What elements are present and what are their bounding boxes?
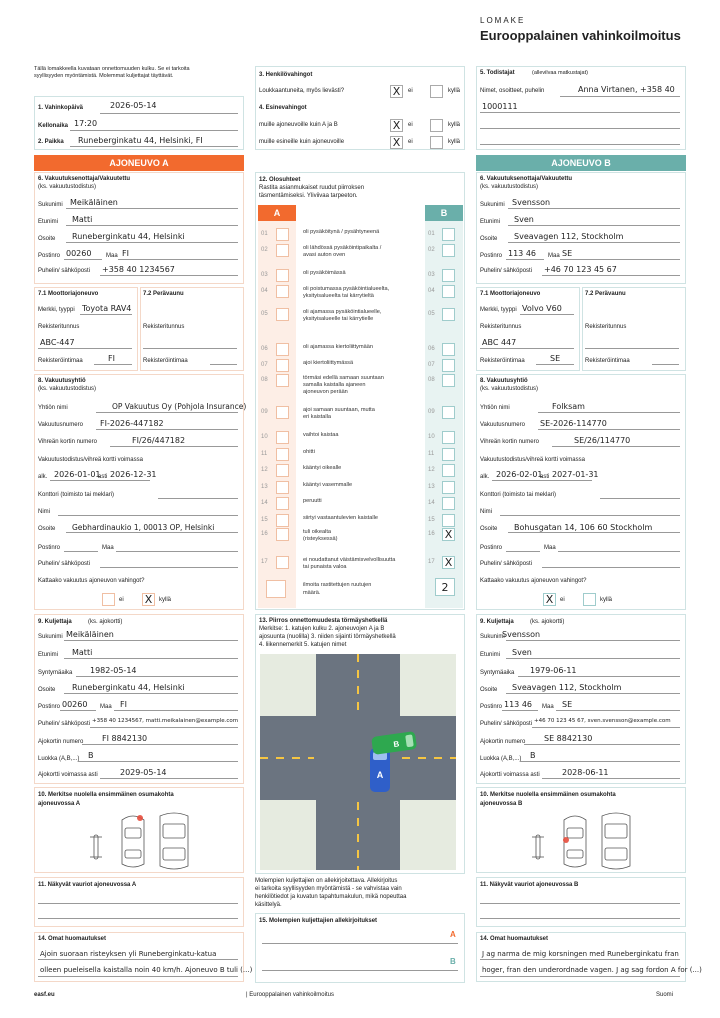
b-registration[interactable]: ABC 447 <box>482 338 517 347</box>
b-firstname[interactable]: Sven <box>514 215 534 224</box>
svg-text:A: A <box>376 770 384 780</box>
b-driver-birthdate[interactable]: 1979-06-11 <box>530 666 577 675</box>
a-insurer-address[interactable]: Gebhardinaukio 1, 00013 OP, Helsinki <box>72 523 215 532</box>
signature-a-line[interactable] <box>262 943 458 944</box>
a-phone[interactable]: +358 40 1234567 <box>102 265 175 274</box>
a-remarks-line-2[interactable]: olleen pueleisella kaistalla noin 40 km/h. Ajoneuvo B tuli (...) <box>40 966 253 974</box>
a-make[interactable]: Toyota RAV4 <box>82 304 132 313</box>
circumstance-14-b-checkbox[interactable] <box>442 497 455 510</box>
circumstance-label: oli ajamassa kiertoliittymään <box>303 344 373 350</box>
b-coverage-yes-checkbox[interactable] <box>583 593 596 606</box>
circumstance-number-b: 10 <box>428 434 435 440</box>
witnesses-label: 5. Todistajat <box>480 70 515 76</box>
circumstance-label: oli pysäköimässä <box>303 270 346 276</box>
footer-site[interactable]: easf.eu <box>34 992 55 998</box>
form-label: LOMAKE <box>480 16 526 25</box>
b-reg-country[interactable]: SE <box>550 354 561 363</box>
circumstance-label: siirtyi vastaantulevien kaistalle <box>303 515 378 521</box>
b-country[interactable]: SE <box>562 249 573 258</box>
circumstance-number-a: 06 <box>261 346 268 352</box>
a-driver-postcode[interactable]: 00260 <box>62 700 88 709</box>
vehicle-a-marker <box>370 748 390 792</box>
circumstance-label: oli pysäköitynä / pysähtyneenä <box>303 229 380 235</box>
b-make[interactable]: Volvo V60 <box>522 304 562 313</box>
a-remarks-line-1[interactable]: Ajoin suoraan risteyksen yli Runeberginkatu-katua <box>40 950 217 958</box>
circumstance-12-a-checkbox[interactable] <box>276 464 289 477</box>
injuries-yes-checkbox[interactable] <box>430 85 443 98</box>
circumstance-08-a-checkbox[interactable] <box>276 374 289 387</box>
footer-country: Suomi <box>656 992 674 998</box>
injuries-label: 3. Henkilövahingot <box>259 72 313 78</box>
circumstance-09-a-checkbox[interactable] <box>276 406 289 419</box>
a-coverage-no-checkbox[interactable] <box>102 593 115 606</box>
b-driver-address[interactable]: Sveavagen 112, Stockholm <box>512 683 622 692</box>
circumstance-number-a: 09 <box>261 409 268 415</box>
b-valid-to[interactable]: 2027-01-31 <box>552 470 599 479</box>
circumstance-label: ajoi samaan suuntaan, mutta <box>303 407 375 413</box>
circumstance-01-a-checkbox[interactable] <box>276 228 289 241</box>
b-address[interactable]: Sveavagen 112, Stockholm <box>514 232 624 241</box>
circumstance-number-b: 05 <box>428 311 435 317</box>
a-licence-class[interactable]: B <box>88 751 94 760</box>
witness-line-2[interactable]: 1000111 <box>482 102 518 111</box>
injuries-question: Loukkaantuneita, myös lievästi? <box>259 88 345 94</box>
circumstances-count-b[interactable]: 2 <box>435 578 455 596</box>
b-remarks-line-2[interactable]: hoger, fran den underordnade vagen. J ag sag fordon A for (...) <box>482 966 702 974</box>
vehicle-a-header: AJONEUVO A <box>34 155 244 171</box>
a-valid-from[interactable]: 2026-01-01 <box>54 470 101 479</box>
circumstance-number-a: 07 <box>261 362 268 368</box>
circumstance-05-a-checkbox[interactable] <box>276 308 289 321</box>
circumstance-label-cont: samalla kaistalla ajaneen <box>303 382 366 388</box>
date-label: 1. Vahinkopäivä <box>38 105 84 111</box>
a-surname[interactable]: Meikäläinen <box>70 198 118 207</box>
signature-a-label: A <box>450 930 456 939</box>
a-firstname[interactable]: Matti <box>72 215 93 224</box>
signature-b-line[interactable] <box>262 970 458 971</box>
footer-title: | Eurooppalainen vahinkoilmoitus <box>246 992 334 998</box>
circumstance-number-a: 17 <box>261 559 268 565</box>
a-registration[interactable]: ABC-447 <box>40 338 75 347</box>
circumstance-number-b: 04 <box>428 288 435 294</box>
circumstance-number-b: 09 <box>428 409 435 415</box>
a-driver-address[interactable]: Runeberginkatu 44, Helsinki <box>72 683 185 692</box>
circumstance-label-cont: eri kaistalla <box>303 414 331 420</box>
circumstance-11-b-checkbox[interactable] <box>442 448 455 461</box>
b-remarks-line-1[interactable]: J ag narma de mig korsningen med Runeberginkatu fran <box>482 950 679 958</box>
a-driver-phone[interactable]: +358 40 1234567, matti.meikalainen@example.com <box>92 718 239 724</box>
circumstance-label: kääntyi oikealle <box>303 465 342 471</box>
circumstance-label-cont: yksityisalueelle tai kärrytielle <box>303 316 374 322</box>
signature-b-label: B <box>450 957 456 966</box>
b-licence-class[interactable]: B <box>530 751 536 760</box>
damage-vehicles-question: muille ajoneuvoille kuin A ja B <box>259 122 338 128</box>
witness-line-1[interactable]: Anna Virtanen, +358 40 <box>578 85 675 94</box>
damage-label: 4. Esinevahingot <box>259 105 307 111</box>
circumstance-label: oli ajamassa pysäköintialueelle, <box>303 309 382 315</box>
circumstance-label: ajoi kiertoliittymässä <box>303 360 354 366</box>
b-impact-point <box>563 837 569 843</box>
damage-objects-no-checkbox[interactable]: X <box>390 136 403 149</box>
circumstance-02-a-checkbox[interactable] <box>276 244 289 257</box>
circumstance-number-b: 17 <box>428 559 435 565</box>
circumstance-label-cont: ajoneuvon perään <box>303 389 348 395</box>
circumstance-number-a: 14 <box>261 500 268 506</box>
circumstance-number-b: 08 <box>428 377 435 383</box>
circumstance-number-a: 13 <box>261 484 268 490</box>
circumstance-number-a: 11 <box>261 451 268 457</box>
circumstance-number-b: 06 <box>428 346 435 352</box>
b-licence-number[interactable]: SE 8842130 <box>544 734 593 743</box>
a-driver-birthdate[interactable]: 1982-05-14 <box>90 666 137 675</box>
circumstance-number-a: 04 <box>261 288 268 294</box>
a-country[interactable]: FI <box>122 249 129 258</box>
circumstance-17-a-checkbox[interactable] <box>276 556 289 569</box>
circumstances-count-a[interactable] <box>266 580 286 598</box>
circumstance-number-b: 12 <box>428 467 435 473</box>
a-address[interactable]: Runeberginkatu 44, Helsinki <box>72 232 185 241</box>
circumstance-number-a: 16 <box>261 531 268 537</box>
circumstance-number-b: 16 <box>428 531 435 537</box>
circumstance-label: oli lähdössä pysäköintipaikalta / <box>303 245 382 251</box>
circumstance-number-a: 12 <box>261 467 268 473</box>
circumstance-16-b-checkbox[interactable]: X <box>442 528 455 541</box>
date-value[interactable]: 2026-05-14 <box>110 101 157 110</box>
accident-sketch[interactable] <box>260 654 456 870</box>
circumstance-label-cont: (risteyksessä) <box>303 536 338 542</box>
circumstance-number-b: 13 <box>428 484 435 490</box>
circumstance-01-b-checkbox[interactable] <box>442 228 455 241</box>
a-reg-country[interactable]: FI <box>108 354 115 363</box>
b-policy-number[interactable]: SE-2026-114770 <box>540 419 607 428</box>
b-driver-country[interactable]: SE <box>562 700 573 709</box>
place-label: 2. Paikka <box>38 139 64 145</box>
a-licence-valid[interactable]: 2029-05-14 <box>120 768 167 777</box>
circumstance-17-b-checkbox[interactable]: X <box>442 556 455 569</box>
circumstance-label: kääntyi vasemmalle <box>303 482 353 488</box>
circumstance-number-b: 14 <box>428 500 435 506</box>
circumstance-12-b-checkbox[interactable] <box>442 464 455 477</box>
circumstance-04-a-checkbox[interactable] <box>276 285 289 298</box>
circumstance-15-b-checkbox[interactable] <box>442 514 455 527</box>
b-driver-postcode[interactable]: 113 46 <box>504 700 532 709</box>
circumstance-07-a-checkbox[interactable] <box>276 359 289 372</box>
damage-vehicles-yes-checkbox[interactable] <box>430 119 443 132</box>
circumstance-14-a-checkbox[interactable] <box>276 497 289 510</box>
circumstance-number-b: 15 <box>428 517 435 523</box>
b-valid-from[interactable]: 2026-02-01 <box>496 470 543 479</box>
a-policy-number[interactable]: FI-2026-447182 <box>100 419 164 428</box>
b-postcode[interactable]: 113 46 <box>508 249 536 258</box>
circumstance-number-b: 03 <box>428 272 435 278</box>
damage-objects-yes-checkbox[interactable] <box>430 136 443 149</box>
circumstance-label: törmäsi edellä samaan suuntaan <box>303 375 384 381</box>
circumstance-label-cont: avasi auton oven <box>303 252 346 258</box>
circumstance-06-a-checkbox[interactable] <box>276 343 289 356</box>
circumstance-label: peruutti <box>303 498 322 504</box>
circumstance-label-cont: yksityisalueelta tai kärrytieltä <box>303 293 374 299</box>
circumstance-number-b: 02 <box>428 247 435 253</box>
circumstances-header-a: A <box>258 205 296 221</box>
a-insurer-name[interactable]: OP Vakuutus Oy (Pohjola Insurance) <box>112 402 247 411</box>
time-label: Kellonaika <box>38 123 69 129</box>
circumstance-label: ohitti <box>303 449 315 455</box>
b-driver-phone[interactable]: +46 70 123 45 67, sven.svensson@example.com <box>534 718 671 724</box>
circumstance-number-b: 07 <box>428 362 435 368</box>
a-driver-surname[interactable]: Meikäläinen <box>66 630 114 639</box>
a-coverage-yes-checkbox[interactable]: X <box>142 593 155 606</box>
b-phone[interactable]: +46 70 123 45 67 <box>544 265 617 274</box>
damage-objects-question: muille esineille kuin ajoneuvoille <box>259 139 345 145</box>
circumstance-number-a: 05 <box>261 311 268 317</box>
a-postcode[interactable]: 00260 <box>66 249 92 258</box>
circumstance-number-a: 10 <box>261 434 268 440</box>
b-insurer-name[interactable]: Folksam <box>552 402 585 411</box>
time-value[interactable]: 17:20 <box>74 119 98 128</box>
circumstance-08-b-checkbox[interactable] <box>442 374 455 387</box>
circumstance-label: vaihtoi kaistaa <box>303 432 339 438</box>
a-green-card[interactable]: FI/26/447182 <box>132 436 186 445</box>
circumstance-number-a: 03 <box>261 272 268 278</box>
damage-vehicles-no-checkbox[interactable]: X <box>390 119 403 132</box>
circumstance-15-a-checkbox[interactable] <box>276 514 289 527</box>
circumstance-number-a: 08 <box>261 377 268 383</box>
place-value[interactable]: Runeberginkatu 44, Helsinki, FI <box>78 136 203 145</box>
b-driver-surname[interactable]: Svensson <box>502 630 541 639</box>
circumstance-05-b-checkbox[interactable] <box>442 308 455 321</box>
circumstance-number-b: 01 <box>428 231 435 237</box>
circumstance-13-a-checkbox[interactable] <box>276 481 289 494</box>
vehicle-b-header: AJONEUVO B <box>476 155 686 171</box>
b-licence-valid[interactable]: 2028-06-11 <box>562 768 609 777</box>
circumstance-label: tuli oikealta <box>303 529 331 535</box>
circumstance-07-b-checkbox[interactable] <box>442 359 455 372</box>
intro-text: Tällä lomakkeella kuvataan onnettomuuden kulku. Se ei tarkoita syyllisyyden myöntämistä. Molemmat kuljettajat täyttävät. <box>34 66 190 80</box>
svg-text:B: B <box>392 739 400 750</box>
circumstance-label: ei noudattanut väistämisvelvollisuutta <box>303 557 396 563</box>
circumstance-10-a-checkbox[interactable] <box>276 431 289 444</box>
a-impact-point <box>137 815 143 821</box>
circumstances-header-b: B <box>425 205 463 221</box>
b-impact-vehicle-diagram[interactable] <box>532 810 632 870</box>
injuries-no-checkbox[interactable]: X <box>390 85 403 98</box>
a-impact-vehicle-diagram[interactable] <box>90 810 190 870</box>
circumstance-11-a-checkbox[interactable] <box>276 448 289 461</box>
b-coverage-no-checkbox[interactable]: X <box>543 593 556 606</box>
circumstance-02-b-checkbox[interactable] <box>442 244 455 257</box>
b-surname[interactable]: Svensson <box>512 198 551 207</box>
b-insurer-address[interactable]: Bohusgatan 14, 106 60 Stockholm <box>514 523 653 532</box>
circumstance-03-b-checkbox[interactable] <box>442 269 455 282</box>
circumstance-number-a: 02 <box>261 247 268 253</box>
circumstance-03-a-checkbox[interactable] <box>276 269 289 282</box>
b-driver-firstname[interactable]: Sven <box>512 648 532 657</box>
circumstance-label: oli poistumassa pysäköintialueelta, <box>303 286 390 292</box>
witnesses-names-label: Nimet, osoitteet, puhelin <box>480 88 545 94</box>
a-driver-country[interactable]: FI <box>120 700 127 709</box>
circumstance-10-b-checkbox[interactable] <box>442 431 455 444</box>
circumstance-09-b-checkbox[interactable] <box>442 406 455 419</box>
a-licence-number[interactable]: FI 8842130 <box>102 734 148 743</box>
circumstance-label-cont: tai punaista valoa <box>303 564 347 570</box>
b-green-card[interactable]: SE/26/114770 <box>574 436 631 445</box>
circumstance-number-a: 01 <box>261 231 268 237</box>
a-driver-firstname[interactable]: Matti <box>72 648 93 657</box>
circumstance-16-a-checkbox[interactable] <box>276 528 289 541</box>
circumstance-04-b-checkbox[interactable] <box>442 285 455 298</box>
circumstance-number-b: 11 <box>428 451 435 457</box>
page-title: Eurooppalainen vahinkoilmoitus <box>480 28 681 43</box>
circumstance-06-b-checkbox[interactable] <box>442 343 455 356</box>
circumstance-number-a: 15 <box>261 517 268 523</box>
circumstance-13-b-checkbox[interactable] <box>442 481 455 494</box>
a-valid-to[interactable]: 2026-12-31 <box>110 470 157 479</box>
